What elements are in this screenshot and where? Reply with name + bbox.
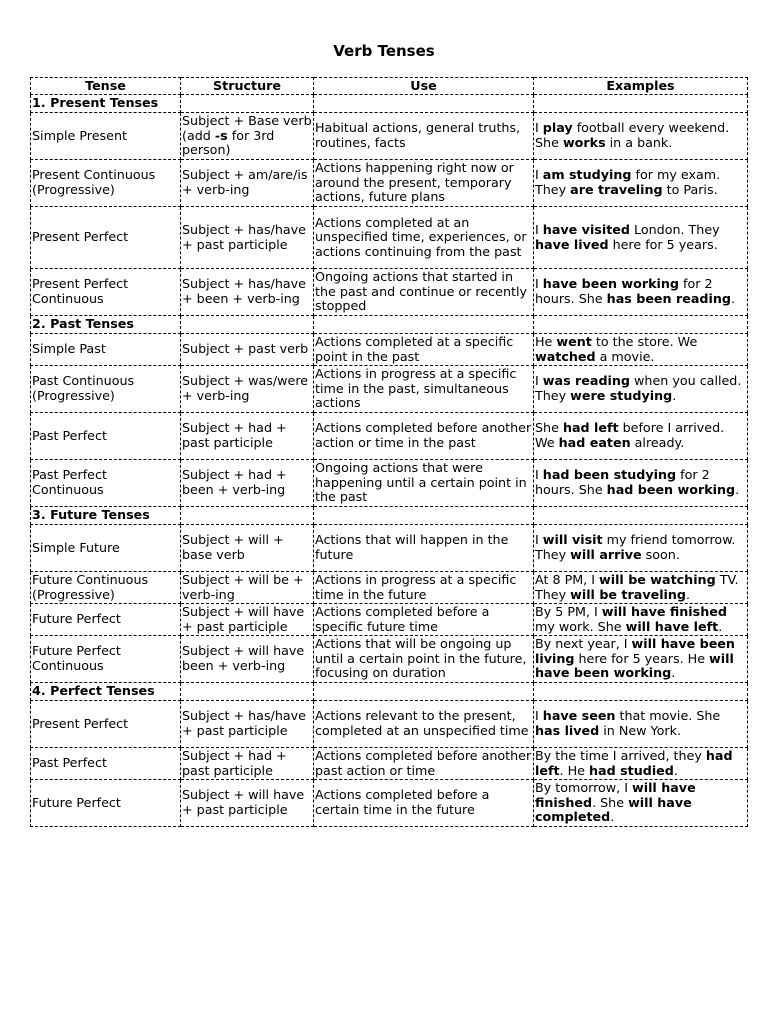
- structure-cell: [181, 160, 314, 207]
- use-cell: Actions happening right now or around the present, temporary actions, future plans: [314, 160, 534, 207]
- example-cell: [534, 113, 748, 160]
- bold-term: -s: [214, 127, 228, 143]
- tense-cell: Future Continuous (Progressive): [31, 572, 181, 604]
- structure-cell: [181, 780, 314, 827]
- example-cell: [534, 460, 748, 507]
- text-run: Subject + will + base verb: [182, 532, 284, 562]
- text-run: I: [535, 221, 543, 237]
- section-label: 1. Present Tenses: [31, 95, 181, 113]
- empty-cell: [181, 95, 314, 113]
- example-cell: [534, 701, 748, 748]
- bold-term: works: [562, 135, 606, 150]
- example-cell: [534, 748, 748, 780]
- empty-cell: [314, 683, 534, 701]
- structure-cell: [181, 525, 314, 572]
- structure-cell: [181, 460, 314, 507]
- empty-cell: [181, 316, 314, 334]
- use-cell: Ongoing actions that were happening until a certain point in the past: [314, 460, 534, 507]
- section-header-row: [31, 683, 748, 701]
- section-label: 4. Perfect Tenses: [31, 683, 181, 701]
- text-run: .: [673, 762, 678, 778]
- text-run: Subject + will have + past participle: [182, 787, 305, 817]
- example-cell: [534, 604, 748, 636]
- table-row: [31, 748, 748, 780]
- use-cell: Actions completed before a certain time in the future: [314, 780, 534, 827]
- text-run: London. They: [629, 221, 720, 237]
- text-run: Subject + had + past participle: [182, 747, 287, 778]
- text-run: Subject + will be + verb-ing: [182, 571, 304, 602]
- text-run: By 5 PM, I: [535, 603, 602, 619]
- bold-term: will be traveling: [570, 586, 687, 602]
- header-tense: Tense: [31, 78, 181, 95]
- text-run: in New York.: [599, 723, 681, 738]
- bold-term: has been reading: [606, 291, 731, 306]
- bold-term: have been working: [542, 276, 680, 292]
- text-run: He: [535, 333, 557, 349]
- text-run: Subject + will have + past participle: [182, 603, 305, 634]
- section-header-row: [31, 507, 748, 525]
- bold-term: have visited: [542, 221, 630, 237]
- table-row: [31, 334, 748, 366]
- bold-term: have seen: [542, 708, 616, 724]
- use-cell: Actions completed before a specific future time: [314, 604, 534, 636]
- structure-cell: [181, 701, 314, 748]
- bold-term: will have completed: [535, 794, 692, 825]
- text-run: . He: [559, 762, 589, 778]
- document-title: Verb Tenses: [333, 42, 435, 60]
- text-run: Subject + am/are/is + verb-ing: [182, 167, 308, 197]
- text-run: to Paris.: [662, 182, 718, 197]
- example-cell: [534, 334, 748, 366]
- structure-cell: [181, 572, 314, 604]
- bold-term: will arrive: [570, 547, 642, 562]
- table-row: [31, 460, 748, 507]
- tense-cell: Past Perfect: [31, 413, 181, 460]
- text-run: By the time I arrived, they: [535, 747, 706, 763]
- structure-cell: [181, 269, 314, 316]
- header-structure: Structure: [181, 78, 314, 95]
- bold-term: will have finished: [601, 603, 727, 619]
- bold-term: had been studying: [542, 467, 677, 483]
- bold-term: had eaten: [558, 435, 631, 450]
- text-run: to the store. We: [591, 333, 698, 349]
- structure-cell: [181, 604, 314, 636]
- table-row: [31, 525, 748, 572]
- bold-term: had left: [562, 420, 619, 436]
- empty-cell: [534, 683, 748, 701]
- text-run: I: [535, 532, 543, 548]
- example-cell: [534, 413, 748, 460]
- bold-term: will have left: [625, 618, 719, 634]
- tense-cell: Past Perfect Continuous: [31, 460, 181, 507]
- header-examples: Examples: [534, 78, 748, 95]
- tense-cell: Future Perfect: [31, 604, 181, 636]
- text-run: Subject + past verb: [182, 341, 309, 357]
- text-run: for my exam. They: [535, 167, 721, 197]
- tense-cell: Simple Past: [31, 334, 181, 366]
- bold-term: had been working: [606, 482, 736, 497]
- table-row: [31, 207, 748, 269]
- text-run: for 2 hours. She: [535, 467, 710, 497]
- text-run: before I arrived. We: [535, 420, 725, 450]
- use-cell: Actions in progress at a specific time in the past, simultaneous actions: [314, 366, 534, 413]
- table-row: [31, 160, 748, 207]
- bold-term: watched: [535, 348, 596, 364]
- bold-term: was reading: [542, 373, 631, 389]
- empty-cell: [314, 316, 534, 334]
- example-cell: [534, 636, 748, 683]
- use-cell: Actions that will be ongoing up until a certain point in the future, focusing on duration: [314, 636, 534, 683]
- text-run: .: [672, 388, 677, 403]
- tense-cell: Simple Present: [31, 113, 181, 160]
- text-run: .: [671, 665, 676, 681]
- use-cell: Habitual actions, general truths, routines, facts: [314, 113, 534, 160]
- text-run: already.: [630, 435, 685, 450]
- text-run: I: [535, 120, 543, 136]
- table-row: [31, 269, 748, 316]
- table-row: [31, 413, 748, 460]
- text-run: .: [730, 291, 735, 306]
- text-run: my friend tomorrow. They: [535, 532, 736, 562]
- example-cell: [534, 366, 748, 413]
- table-row: [31, 701, 748, 748]
- empty-cell: [181, 683, 314, 701]
- text-run: a movie.: [595, 348, 655, 364]
- empty-cell: [181, 507, 314, 525]
- bold-term: will visit: [542, 532, 603, 548]
- text-run: Subject + was/were + verb-ing: [182, 373, 309, 403]
- example-cell: [534, 780, 748, 827]
- empty-cell: [534, 95, 748, 113]
- bold-term: were studying: [570, 388, 673, 403]
- text-run: when you called. They: [535, 373, 742, 403]
- text-run: I: [535, 708, 543, 724]
- text-run: By tomorrow, I: [535, 780, 633, 796]
- table-header-row: [31, 78, 748, 95]
- section-label: 2. Past Tenses: [31, 316, 181, 334]
- use-cell: Actions relevant to the present, completed at an unspecified time: [314, 701, 534, 748]
- example-cell: [534, 572, 748, 604]
- use-cell: Actions completed at a specific point in the past: [314, 334, 534, 366]
- text-run: By next year, I: [535, 636, 632, 652]
- text-run: Subject + had + past participle: [182, 420, 287, 450]
- table-body: [31, 95, 748, 827]
- bold-term: will be watching: [599, 571, 716, 587]
- text-run: I: [535, 373, 543, 389]
- bold-term: had left: [535, 747, 733, 778]
- tense-cell: Simple Future: [31, 525, 181, 572]
- tense-cell: Future Perfect: [31, 780, 181, 827]
- tense-cell: Present Perfect: [31, 701, 181, 748]
- structure-cell: [181, 207, 314, 269]
- text-run: I: [535, 276, 543, 292]
- table-row: [31, 780, 748, 827]
- text-run: . She: [592, 794, 629, 810]
- tense-cell: Past Perfect: [31, 748, 181, 780]
- table-row: [31, 572, 748, 604]
- text-run: Subject + had + been + verb-ing: [182, 467, 287, 497]
- bold-term: am studying: [542, 167, 632, 183]
- empty-cell: [534, 316, 748, 334]
- section-label: 3. Future Tenses: [31, 507, 181, 525]
- text-run: I: [535, 167, 543, 183]
- section-header-row: [31, 316, 748, 334]
- text-run: Subject + has/have + been + verb-ing: [182, 276, 306, 306]
- use-cell: Actions in progress at a specific time in the future: [314, 572, 534, 604]
- tense-cell: Future Perfect Continuous: [31, 636, 181, 683]
- section-header-row: [31, 95, 748, 113]
- text-run: .: [735, 482, 740, 497]
- bold-term: will have finished: [535, 780, 696, 810]
- text-run: I: [535, 467, 543, 483]
- use-cell: Actions that will happen in the future: [314, 525, 534, 572]
- table-row: [31, 366, 748, 413]
- bold-term: play: [542, 120, 573, 136]
- text-run: .: [686, 586, 691, 602]
- bold-term: had studied: [589, 762, 674, 778]
- use-cell: Ongoing actions that started in the past and continue or recently stopped: [314, 269, 534, 316]
- empty-cell: [314, 507, 534, 525]
- tense-cell: Present Perfect: [31, 207, 181, 269]
- text-run: .: [718, 618, 723, 634]
- text-run: Subject + will have been + verb-ing: [182, 643, 305, 673]
- example-cell: [534, 160, 748, 207]
- text-run: Subject + Base verb (add: [182, 113, 312, 143]
- table-row: [31, 636, 748, 683]
- text-run: soon.: [641, 547, 680, 562]
- bold-term: has lived: [535, 723, 600, 738]
- example-cell: [534, 207, 748, 269]
- verb-tenses-table: [30, 77, 748, 827]
- text-run: here for 5 years.: [608, 236, 718, 252]
- text-run: my work. She: [535, 618, 626, 634]
- example-cell: [534, 269, 748, 316]
- text-run: football every weekend. She: [535, 120, 730, 150]
- structure-cell: [181, 636, 314, 683]
- use-cell: Actions completed before another past action or time: [314, 748, 534, 780]
- empty-cell: [314, 95, 534, 113]
- text-run: She: [535, 420, 563, 436]
- tense-cell: Present Perfect Continuous: [31, 269, 181, 316]
- text-run: in a bank.: [605, 135, 673, 150]
- structure-cell: [181, 334, 314, 366]
- text-run: for 2 hours. She: [535, 276, 713, 306]
- header-use: Use: [314, 78, 534, 95]
- structure-cell: [181, 366, 314, 413]
- use-cell: Actions completed before another action or time in the past: [314, 413, 534, 460]
- tense-cell: Past Continuous (Progressive): [31, 366, 181, 413]
- text-run: that movie. She: [615, 708, 721, 724]
- structure-cell: [181, 748, 314, 780]
- text-run: TV. They: [535, 571, 739, 602]
- text-run: here for 5 years. He: [574, 650, 710, 666]
- bold-term: will have been working: [535, 650, 734, 681]
- table-row: [31, 113, 748, 160]
- bold-term: went: [556, 333, 592, 349]
- bold-term: have lived: [535, 236, 609, 252]
- text-run: .: [610, 809, 615, 825]
- tense-cell: Present Continuous (Progressive): [31, 160, 181, 207]
- text-run: for 3rd person): [182, 127, 275, 158]
- text-run: Subject + has/have + past participle: [182, 221, 306, 252]
- text-run: Subject + has/have + past participle: [182, 708, 306, 738]
- structure-cell: [181, 413, 314, 460]
- table-row: [31, 604, 748, 636]
- example-cell: [534, 525, 748, 572]
- empty-cell: [534, 507, 748, 525]
- use-cell: Actions completed at an unspecified time, experiences, or actions continuing from the past: [314, 207, 534, 269]
- bold-term: will have been living: [535, 636, 735, 666]
- structure-cell: [181, 113, 314, 160]
- text-run: At 8 PM, I: [535, 571, 600, 587]
- bold-term: are traveling: [570, 182, 663, 197]
